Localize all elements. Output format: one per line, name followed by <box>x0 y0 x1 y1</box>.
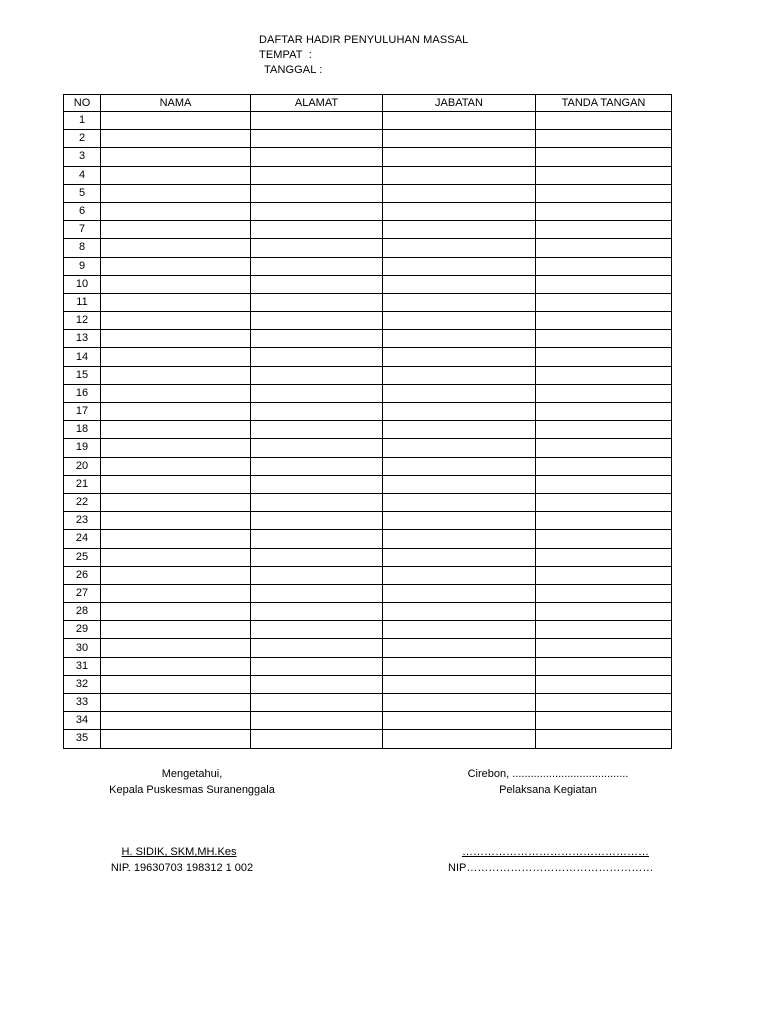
alamat-cell[interactable] <box>251 548 383 566</box>
jabatan-cell[interactable] <box>383 530 536 548</box>
alamat-cell[interactable] <box>251 330 383 348</box>
jabatan-cell[interactable] <box>383 621 536 639</box>
place-label <box>259 48 312 63</box>
left-signature-block <box>88 766 296 876</box>
row-number: 17 <box>64 403 101 421</box>
jabatan-cell[interactable] <box>383 639 536 657</box>
jabatan-cell[interactable] <box>383 603 536 621</box>
alamat-cell[interactable] <box>251 621 383 639</box>
row-number: 2 <box>64 130 101 148</box>
alamat-cell[interactable] <box>251 493 383 511</box>
tanda-tangan-cell[interactable] <box>536 330 672 348</box>
tanda-tangan-cell[interactable] <box>536 439 672 457</box>
jabatan-cell[interactable] <box>383 239 536 257</box>
tanda-tangan-cell[interactable] <box>536 694 672 712</box>
tanda-tangan-cell[interactable] <box>536 221 672 239</box>
tanda-tangan-cell[interactable] <box>536 566 672 584</box>
jabatan-cell[interactable] <box>383 730 536 748</box>
nama-cell[interactable] <box>101 421 251 439</box>
tanda-tangan-cell[interactable] <box>536 730 672 748</box>
tanda-tangan-cell[interactable] <box>536 493 672 511</box>
jabatan-cell[interactable] <box>383 366 536 384</box>
nama-cell[interactable] <box>101 130 251 148</box>
alamat-cell[interactable] <box>251 275 383 293</box>
tanda-tangan-cell[interactable] <box>536 548 672 566</box>
date-label-text: TANGGAL : <box>264 64 323 76</box>
alamat-cell[interactable] <box>251 148 383 166</box>
alamat-cell[interactable] <box>251 712 383 730</box>
jabatan-cell[interactable] <box>383 384 536 402</box>
alamat-cell[interactable] <box>251 239 383 257</box>
nama-cell[interactable] <box>101 584 251 602</box>
table-row <box>64 566 672 584</box>
tanda-tangan-cell[interactable] <box>536 675 672 693</box>
alamat-cell[interactable] <box>251 348 383 366</box>
tanda-tangan-cell[interactable] <box>536 384 672 402</box>
row-number: 5 <box>64 184 101 202</box>
tanda-tangan-cell[interactable] <box>536 112 672 130</box>
nama-cell[interactable] <box>101 202 251 220</box>
tanda-tangan-cell[interactable] <box>536 148 672 166</box>
row-number: 22 <box>64 493 101 511</box>
nama-cell[interactable] <box>101 239 251 257</box>
date-label <box>264 63 322 78</box>
jabatan-cell[interactable] <box>383 512 536 530</box>
jabatan-cell[interactable] <box>383 421 536 439</box>
row-number: 23 <box>64 512 101 530</box>
row-number: 27 <box>64 584 101 602</box>
row-number: 16 <box>64 384 101 402</box>
table-row <box>64 275 672 293</box>
row-number: 21 <box>64 475 101 493</box>
nama-cell[interactable] <box>101 730 251 748</box>
alamat-cell[interactable] <box>251 312 383 330</box>
alamat-cell[interactable] <box>251 366 383 384</box>
alamat-cell[interactable] <box>251 730 383 748</box>
tanda-tangan-cell[interactable] <box>536 166 672 184</box>
table-row <box>64 239 672 257</box>
row-number: 11 <box>64 293 101 311</box>
table-row <box>64 130 672 148</box>
tanda-tangan-cell[interactable] <box>536 275 672 293</box>
jabatan-cell[interactable] <box>383 330 536 348</box>
jabatan-cell[interactable] <box>383 275 536 293</box>
nama-cell[interactable] <box>101 712 251 730</box>
nama-cell[interactable] <box>101 384 251 402</box>
nama-cell[interactable] <box>101 694 251 712</box>
tanda-tangan-cell[interactable] <box>536 639 672 657</box>
attendance-table <box>63 94 672 749</box>
table-row <box>64 330 672 348</box>
alamat-cell[interactable] <box>251 166 383 184</box>
table-header-row <box>64 95 672 112</box>
jabatan-cell[interactable] <box>383 493 536 511</box>
table-row <box>64 584 672 602</box>
jabatan-cell[interactable] <box>383 148 536 166</box>
nama-cell[interactable] <box>101 566 251 584</box>
nama-cell[interactable] <box>101 312 251 330</box>
tanda-tangan-cell[interactable] <box>536 239 672 257</box>
nama-cell[interactable] <box>101 366 251 384</box>
jabatan-cell[interactable] <box>383 475 536 493</box>
table-row <box>64 493 672 511</box>
row-number: 1 <box>64 112 101 130</box>
table-row <box>64 148 672 166</box>
jabatan-cell[interactable] <box>383 712 536 730</box>
alamat-cell[interactable] <box>251 675 383 693</box>
jabatan-cell[interactable] <box>383 403 536 421</box>
row-number: 26 <box>64 566 101 584</box>
row-number: 19 <box>64 439 101 457</box>
row-number: 20 <box>64 457 101 475</box>
tanda-tangan-cell[interactable] <box>536 512 672 530</box>
head-title-label: Kepala Puskesmas Suranenggala <box>109 784 275 796</box>
nama-cell[interactable] <box>101 493 251 511</box>
nama-cell[interactable] <box>101 348 251 366</box>
row-number: 6 <box>64 202 101 220</box>
jabatan-cell[interactable] <box>383 548 536 566</box>
alamat-cell[interactable] <box>251 457 383 475</box>
row-number: 25 <box>64 548 101 566</box>
tanda-tangan-cell[interactable] <box>536 312 672 330</box>
alamat-cell[interactable] <box>251 421 383 439</box>
row-number: 14 <box>64 348 101 366</box>
nama-cell[interactable] <box>101 475 251 493</box>
column-header-jabatan: JABATAN <box>383 95 536 112</box>
jabatan-cell[interactable] <box>383 694 536 712</box>
tanda-tangan-cell[interactable] <box>536 348 672 366</box>
tanda-tangan-cell[interactable] <box>536 584 672 602</box>
alamat-cell[interactable] <box>251 566 383 584</box>
jabatan-cell[interactable] <box>383 675 536 693</box>
alamat-cell[interactable] <box>251 475 383 493</box>
jabatan-cell[interactable] <box>383 221 536 239</box>
row-number: 28 <box>64 603 101 621</box>
nama-cell[interactable] <box>101 530 251 548</box>
table-row <box>64 366 672 384</box>
tanda-tangan-cell[interactable] <box>536 202 672 220</box>
table-row <box>64 621 672 639</box>
row-number: 31 <box>64 657 101 675</box>
tanda-tangan-cell[interactable] <box>536 530 672 548</box>
table-row <box>64 202 672 220</box>
alamat-cell[interactable] <box>251 403 383 421</box>
nama-cell[interactable] <box>101 548 251 566</box>
alamat-cell[interactable] <box>251 584 383 602</box>
nama-cell[interactable] <box>101 148 251 166</box>
table-row <box>64 257 672 275</box>
row-number: 30 <box>64 639 101 657</box>
row-number: 9 <box>64 257 101 275</box>
alamat-cell[interactable] <box>251 530 383 548</box>
table-row <box>64 603 672 621</box>
tanda-tangan-cell[interactable] <box>536 421 672 439</box>
jabatan-cell[interactable] <box>383 312 536 330</box>
jabatan-cell[interactable] <box>383 130 536 148</box>
nama-cell[interactable] <box>101 166 251 184</box>
row-number: 10 <box>64 275 101 293</box>
row-number: 32 <box>64 675 101 693</box>
nama-cell[interactable] <box>101 457 251 475</box>
city-date-label: Cirebon, ...................................... <box>467 768 629 780</box>
row-number: 15 <box>64 366 101 384</box>
table-row <box>64 112 672 130</box>
nama-cell[interactable] <box>101 603 251 621</box>
tanda-tangan-cell[interactable] <box>536 403 672 421</box>
alamat-cell[interactable] <box>251 639 383 657</box>
row-number: 13 <box>64 330 101 348</box>
nama-cell[interactable] <box>101 657 251 675</box>
alamat-cell[interactable] <box>251 130 383 148</box>
table-row <box>64 730 672 748</box>
alamat-cell[interactable] <box>251 657 383 675</box>
table-row <box>64 348 672 366</box>
row-number: 18 <box>64 421 101 439</box>
nama-cell[interactable] <box>101 675 251 693</box>
acknowledged-label: Mengetahui, <box>161 768 223 780</box>
nama-cell[interactable] <box>101 112 251 130</box>
tanda-tangan-cell[interactable] <box>536 366 672 384</box>
row-number: 33 <box>64 694 101 712</box>
alamat-cell[interactable] <box>251 384 383 402</box>
table-row <box>64 421 672 439</box>
table-row <box>64 221 672 239</box>
jabatan-cell[interactable] <box>383 166 536 184</box>
tanda-tangan-cell[interactable] <box>536 184 672 202</box>
alamat-cell[interactable] <box>251 221 383 239</box>
table-row <box>64 475 672 493</box>
organizer-name-blank: …………………………………………… <box>462 846 649 858</box>
tanda-tangan-cell[interactable] <box>536 712 672 730</box>
form-title-text: DAFTAR HADIR PENYULUHAN MASSAL <box>259 34 469 46</box>
jabatan-cell[interactable] <box>383 202 536 220</box>
alamat-cell[interactable] <box>251 202 383 220</box>
table-row <box>64 166 672 184</box>
alamat-cell[interactable] <box>251 512 383 530</box>
nama-cell[interactable] <box>101 403 251 421</box>
table-row <box>64 675 672 693</box>
table-row <box>64 530 672 548</box>
jabatan-cell[interactable] <box>383 439 536 457</box>
table-body <box>64 112 672 749</box>
jabatan-cell[interactable] <box>383 348 536 366</box>
alamat-cell[interactable] <box>251 184 383 202</box>
table-row <box>64 312 672 330</box>
row-number: 12 <box>64 312 101 330</box>
table-row <box>64 639 672 657</box>
nama-cell[interactable] <box>101 330 251 348</box>
row-number: 8 <box>64 239 101 257</box>
row-number: 35 <box>64 730 101 748</box>
table-row <box>64 184 672 202</box>
table-row <box>64 293 672 311</box>
nama-cell[interactable] <box>101 184 251 202</box>
tanda-tangan-cell[interactable] <box>536 257 672 275</box>
table-row <box>64 457 672 475</box>
nama-cell[interactable] <box>101 621 251 639</box>
column-header-tanda-tangan: TANDA TANGAN <box>536 95 672 112</box>
column-header-no: NO <box>64 95 101 112</box>
column-header-nama: NAMA <box>101 95 251 112</box>
tanda-tangan-cell[interactable] <box>536 603 672 621</box>
alamat-cell[interactable] <box>251 603 383 621</box>
row-number: 24 <box>64 530 101 548</box>
tanda-tangan-cell[interactable] <box>536 457 672 475</box>
nama-cell[interactable] <box>101 293 251 311</box>
head-nip: NIP. 19630703 198312 1 002 <box>110 862 254 874</box>
organizer-title-label: Pelaksana Kegiatan <box>499 784 597 796</box>
organizer-nip-blank: NIP…………………………………………… <box>448 862 654 874</box>
place-label-text: TEMPAT : <box>259 49 312 61</box>
jabatan-cell[interactable] <box>383 257 536 275</box>
row-number: 3 <box>64 148 101 166</box>
tanda-tangan-cell[interactable] <box>536 657 672 675</box>
column-header-alamat: ALAMAT <box>251 95 383 112</box>
row-number: 4 <box>64 166 101 184</box>
jabatan-cell[interactable] <box>383 566 536 584</box>
nama-cell[interactable] <box>101 639 251 657</box>
alamat-cell[interactable] <box>251 439 383 457</box>
jabatan-cell[interactable] <box>383 657 536 675</box>
table-row <box>64 512 672 530</box>
row-number: 7 <box>64 221 101 239</box>
head-name: H. SIDIK, SKM,MH.Kes <box>121 846 237 858</box>
nama-cell[interactable] <box>101 257 251 275</box>
tanda-tangan-cell[interactable] <box>536 130 672 148</box>
form-title <box>259 33 468 48</box>
tanda-tangan-cell[interactable] <box>536 475 672 493</box>
alamat-cell[interactable] <box>251 293 383 311</box>
table-row <box>64 694 672 712</box>
table-row <box>64 712 672 730</box>
nama-cell[interactable] <box>101 221 251 239</box>
jabatan-cell[interactable] <box>383 457 536 475</box>
table-row <box>64 548 672 566</box>
alamat-cell[interactable] <box>251 694 383 712</box>
row-number: 34 <box>64 712 101 730</box>
jabatan-cell[interactable] <box>383 584 536 602</box>
jabatan-cell[interactable] <box>383 293 536 311</box>
jabatan-cell[interactable] <box>383 112 536 130</box>
alamat-cell[interactable] <box>251 257 383 275</box>
nama-cell[interactable] <box>101 512 251 530</box>
tanda-tangan-cell[interactable] <box>536 621 672 639</box>
nama-cell[interactable] <box>101 439 251 457</box>
tanda-tangan-cell[interactable] <box>536 293 672 311</box>
right-signature-block <box>448 766 654 876</box>
table-row <box>64 384 672 402</box>
nama-cell[interactable] <box>101 275 251 293</box>
table-row <box>64 403 672 421</box>
alamat-cell[interactable] <box>251 112 383 130</box>
row-number: 29 <box>64 621 101 639</box>
table-row <box>64 439 672 457</box>
jabatan-cell[interactable] <box>383 184 536 202</box>
table-row <box>64 657 672 675</box>
